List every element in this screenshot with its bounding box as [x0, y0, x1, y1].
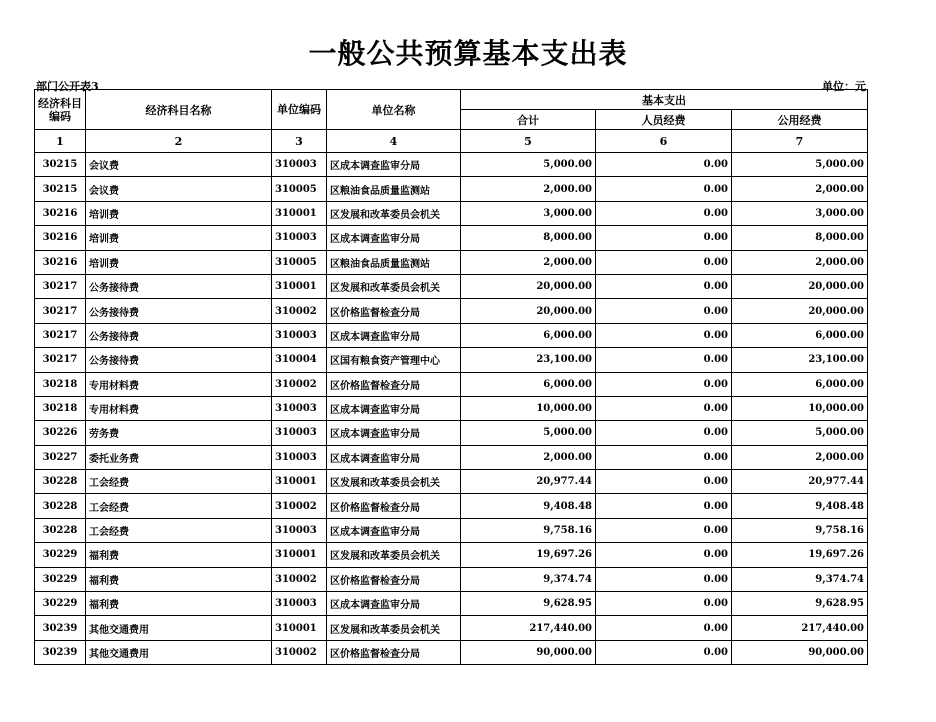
public-cell: 2,000.00 — [732, 177, 868, 201]
table-row — [35, 543, 868, 567]
personnel-cell: 0.00 — [596, 323, 732, 347]
index-cell: 1 — [35, 130, 86, 153]
table-row — [35, 470, 868, 494]
personnel-cell: 0.00 — [596, 445, 732, 469]
total-cell: 10,000.00 — [461, 396, 596, 420]
unit-code-cell: 310001 — [272, 201, 327, 225]
header-unit-name: 单位名称 — [327, 90, 461, 130]
public-cell: 9,628.95 — [732, 592, 868, 616]
public-cell: 9,408.48 — [732, 494, 868, 518]
econ-code-cell: 30218 — [35, 396, 86, 420]
total-cell: 8,000.00 — [461, 226, 596, 250]
econ-name-cell: 公务接待费 — [86, 323, 272, 347]
unit-name-cell: 区成本调查监审分局 — [327, 592, 461, 616]
index-cell: 3 — [272, 130, 327, 153]
public-cell: 10,000.00 — [732, 396, 868, 420]
total-cell: 2,000.00 — [461, 445, 596, 469]
personnel-cell: 0.00 — [596, 616, 732, 640]
table-row — [35, 201, 868, 225]
econ-name-cell: 专用材料费 — [86, 396, 272, 420]
public-cell: 20,977.44 — [732, 470, 868, 494]
econ-name-cell: 会议费 — [86, 153, 272, 177]
index-cell: 2 — [86, 130, 272, 153]
personnel-cell: 0.00 — [596, 470, 732, 494]
unit-code-cell: 310005 — [272, 250, 327, 274]
public-cell: 20,000.00 — [732, 299, 868, 323]
table-row — [35, 177, 868, 201]
unit-name-cell: 区成本调查监审分局 — [327, 421, 461, 445]
table-row — [35, 616, 868, 640]
econ-code-cell: 30216 — [35, 201, 86, 225]
table-row — [35, 494, 868, 518]
index-cell: 6 — [596, 130, 732, 153]
econ-code-cell: 30218 — [35, 372, 86, 396]
total-cell: 9,628.95 — [461, 592, 596, 616]
econ-code-cell: 30215 — [35, 177, 86, 201]
table-row — [35, 421, 868, 445]
table-row — [35, 348, 868, 372]
econ-name-cell: 劳务费 — [86, 421, 272, 445]
unit-code-cell: 310003 — [272, 445, 327, 469]
personnel-cell: 0.00 — [596, 201, 732, 225]
table-row — [35, 372, 868, 396]
total-cell: 20,000.00 — [461, 299, 596, 323]
econ-name-cell: 培训费 — [86, 201, 272, 225]
public-cell: 23,100.00 — [732, 348, 868, 372]
personnel-cell: 0.00 — [596, 274, 732, 298]
unit-code-cell: 310001 — [272, 543, 327, 567]
personnel-cell: 0.00 — [596, 348, 732, 372]
header-personnel: 人员经费 — [596, 110, 732, 130]
personnel-cell: 0.00 — [596, 421, 732, 445]
unit-code-cell: 310001 — [272, 274, 327, 298]
econ-code-cell: 30216 — [35, 226, 86, 250]
personnel-cell: 0.00 — [596, 518, 732, 542]
page-title: 一般公共预算基本支出表 — [308, 37, 628, 70]
personnel-cell: 0.00 — [596, 494, 732, 518]
econ-name-cell: 工会经费 — [86, 518, 272, 542]
personnel-cell: 0.00 — [596, 640, 732, 664]
header-basic-expense: 基本支出 — [461, 90, 868, 110]
econ-name-cell: 福利费 — [86, 592, 272, 616]
econ-code-cell: 30229 — [35, 543, 86, 567]
unit-name-cell: 区发展和改革委员会机关 — [327, 543, 461, 567]
econ-name-cell: 福利费 — [86, 567, 272, 591]
personnel-cell: 0.00 — [596, 592, 732, 616]
header-econ-name: 经济科目名称 — [86, 90, 272, 130]
unit-name-cell: 区价格监督检查分局 — [327, 494, 461, 518]
total-cell: 2,000.00 — [461, 177, 596, 201]
unit-code-cell: 310003 — [272, 592, 327, 616]
total-cell: 6,000.00 — [461, 323, 596, 347]
econ-code-cell: 30217 — [35, 274, 86, 298]
unit-code-cell: 310003 — [272, 226, 327, 250]
total-cell: 6,000.00 — [461, 372, 596, 396]
econ-code-cell: 30217 — [35, 299, 86, 323]
personnel-cell: 0.00 — [596, 250, 732, 274]
personnel-cell: 0.00 — [596, 226, 732, 250]
econ-name-cell: 工会经费 — [86, 470, 272, 494]
econ-code-cell: 30228 — [35, 518, 86, 542]
econ-code-cell: 30229 — [35, 592, 86, 616]
total-cell: 5,000.00 — [461, 153, 596, 177]
econ-code-cell: 30228 — [35, 494, 86, 518]
table-row — [35, 518, 868, 542]
header-public: 公用经费 — [732, 110, 868, 130]
unit-name-cell: 区国有粮食资产管理中心 — [327, 348, 461, 372]
unit-code-cell: 310002 — [272, 640, 327, 664]
econ-code-cell: 30239 — [35, 616, 86, 640]
public-cell: 90,000.00 — [732, 640, 868, 664]
public-cell: 217,440.00 — [732, 616, 868, 640]
total-cell: 9,758.16 — [461, 518, 596, 542]
index-cell: 5 — [461, 130, 596, 153]
table-row — [35, 640, 868, 664]
total-cell: 23,100.00 — [461, 348, 596, 372]
unit-code-cell: 310003 — [272, 421, 327, 445]
unit-name-cell: 区价格监督检查分局 — [327, 640, 461, 664]
unit-code-cell: 310002 — [272, 372, 327, 396]
total-cell: 2,000.00 — [461, 250, 596, 274]
total-cell: 90,000.00 — [461, 640, 596, 664]
personnel-cell: 0.00 — [596, 567, 732, 591]
header-unit-code: 单位编码 — [272, 90, 327, 130]
unit-code-cell: 310004 — [272, 348, 327, 372]
unit-name-cell: 区成本调查监审分局 — [327, 226, 461, 250]
public-cell: 8,000.00 — [732, 226, 868, 250]
econ-name-cell: 公务接待费 — [86, 299, 272, 323]
econ-name-cell: 公务接待费 — [86, 348, 272, 372]
unit-name-cell: 区发展和改革委员会机关 — [327, 470, 461, 494]
personnel-cell: 0.00 — [596, 153, 732, 177]
index-cell: 4 — [327, 130, 461, 153]
table-row — [35, 299, 868, 323]
table-row — [35, 323, 868, 347]
total-cell: 20,977.44 — [461, 470, 596, 494]
unit-name-cell: 区价格监督检查分局 — [327, 299, 461, 323]
table-row — [35, 153, 868, 177]
unit-code-cell: 310003 — [272, 323, 327, 347]
total-cell: 19,697.26 — [461, 543, 596, 567]
unit-code-cell: 310003 — [272, 153, 327, 177]
total-cell: 20,000.00 — [461, 274, 596, 298]
total-cell: 3,000.00 — [461, 201, 596, 225]
econ-code-cell: 30226 — [35, 421, 86, 445]
total-cell: 5,000.00 — [461, 421, 596, 445]
table-body — [35, 153, 868, 665]
personnel-cell: 0.00 — [596, 299, 732, 323]
unit-code-cell: 310002 — [272, 299, 327, 323]
econ-name-cell: 培训费 — [86, 250, 272, 274]
personnel-cell: 0.00 — [596, 396, 732, 420]
unit-name-cell: 区成本调查监审分局 — [327, 518, 461, 542]
table-row — [35, 396, 868, 420]
unit-name-cell: 区发展和改革委员会机关 — [327, 616, 461, 640]
unit-name-cell: 区粮油食品质量监测站 — [327, 250, 461, 274]
public-cell: 19,697.26 — [732, 543, 868, 567]
index-row — [35, 130, 868, 153]
table-row — [35, 592, 868, 616]
public-cell: 2,000.00 — [732, 250, 868, 274]
index-cell: 7 — [732, 130, 868, 153]
econ-name-cell: 专用材料费 — [86, 372, 272, 396]
personnel-cell: 0.00 — [596, 177, 732, 201]
econ-code-cell: 30239 — [35, 640, 86, 664]
expense-table — [34, 89, 868, 665]
table-row — [35, 274, 868, 298]
econ-name-cell: 其他交通费用 — [86, 640, 272, 664]
econ-code-cell: 30228 — [35, 470, 86, 494]
econ-name-cell: 公务接待费 — [86, 274, 272, 298]
unit-name-cell: 区成本调查监审分局 — [327, 323, 461, 347]
econ-name-cell: 工会经费 — [86, 494, 272, 518]
header-econ-code: 经济科目编码 — [35, 90, 86, 130]
unit-label: 单位：元 — [822, 80, 866, 93]
unit-name-cell: 区价格监督检查分局 — [327, 567, 461, 591]
header-total: 合计 — [461, 110, 596, 130]
public-cell: 2,000.00 — [732, 445, 868, 469]
unit-name-cell: 区价格监督检查分局 — [327, 372, 461, 396]
econ-code-cell: 30216 — [35, 250, 86, 274]
table-row — [35, 226, 868, 250]
table-row — [35, 250, 868, 274]
table-row — [35, 567, 868, 591]
public-cell: 9,374.74 — [732, 567, 868, 591]
public-cell: 3,000.00 — [732, 201, 868, 225]
public-cell: 5,000.00 — [732, 153, 868, 177]
unit-name-cell: 区成本调查监审分局 — [327, 153, 461, 177]
econ-code-cell: 30217 — [35, 323, 86, 347]
personnel-cell: 0.00 — [596, 543, 732, 567]
econ-code-cell: 30217 — [35, 348, 86, 372]
form-label: 部门公开表3 — [36, 80, 99, 93]
unit-name-cell: 区成本调查监审分局 — [327, 445, 461, 469]
personnel-cell: 0.00 — [596, 372, 732, 396]
unit-code-cell: 310001 — [272, 470, 327, 494]
total-cell: 9,374.74 — [461, 567, 596, 591]
public-cell: 6,000.00 — [732, 372, 868, 396]
public-cell: 6,000.00 — [732, 323, 868, 347]
total-cell: 217,440.00 — [461, 616, 596, 640]
unit-code-cell: 310005 — [272, 177, 327, 201]
econ-code-cell: 30215 — [35, 153, 86, 177]
unit-code-cell: 310003 — [272, 396, 327, 420]
table-row — [35, 445, 868, 469]
unit-name-cell: 区粮油食品质量监测站 — [327, 177, 461, 201]
econ-name-cell: 会议费 — [86, 177, 272, 201]
econ-name-cell: 委托业务费 — [86, 445, 272, 469]
econ-code-cell: 30227 — [35, 445, 86, 469]
unit-name-cell: 区发展和改革委员会机关 — [327, 274, 461, 298]
unit-name-cell: 区成本调查监审分局 — [327, 396, 461, 420]
unit-code-cell: 310002 — [272, 567, 327, 591]
econ-code-cell: 30229 — [35, 567, 86, 591]
econ-name-cell: 其他交通费用 — [86, 616, 272, 640]
public-cell: 5,000.00 — [732, 421, 868, 445]
unit-code-cell: 310002 — [272, 494, 327, 518]
unit-code-cell: 310001 — [272, 616, 327, 640]
econ-name-cell: 培训费 — [86, 226, 272, 250]
public-cell: 9,758.16 — [732, 518, 868, 542]
unit-code-cell: 310003 — [272, 518, 327, 542]
public-cell: 20,000.00 — [732, 274, 868, 298]
econ-name-cell: 福利费 — [86, 543, 272, 567]
total-cell: 9,408.48 — [461, 494, 596, 518]
unit-name-cell: 区发展和改革委员会机关 — [327, 201, 461, 225]
